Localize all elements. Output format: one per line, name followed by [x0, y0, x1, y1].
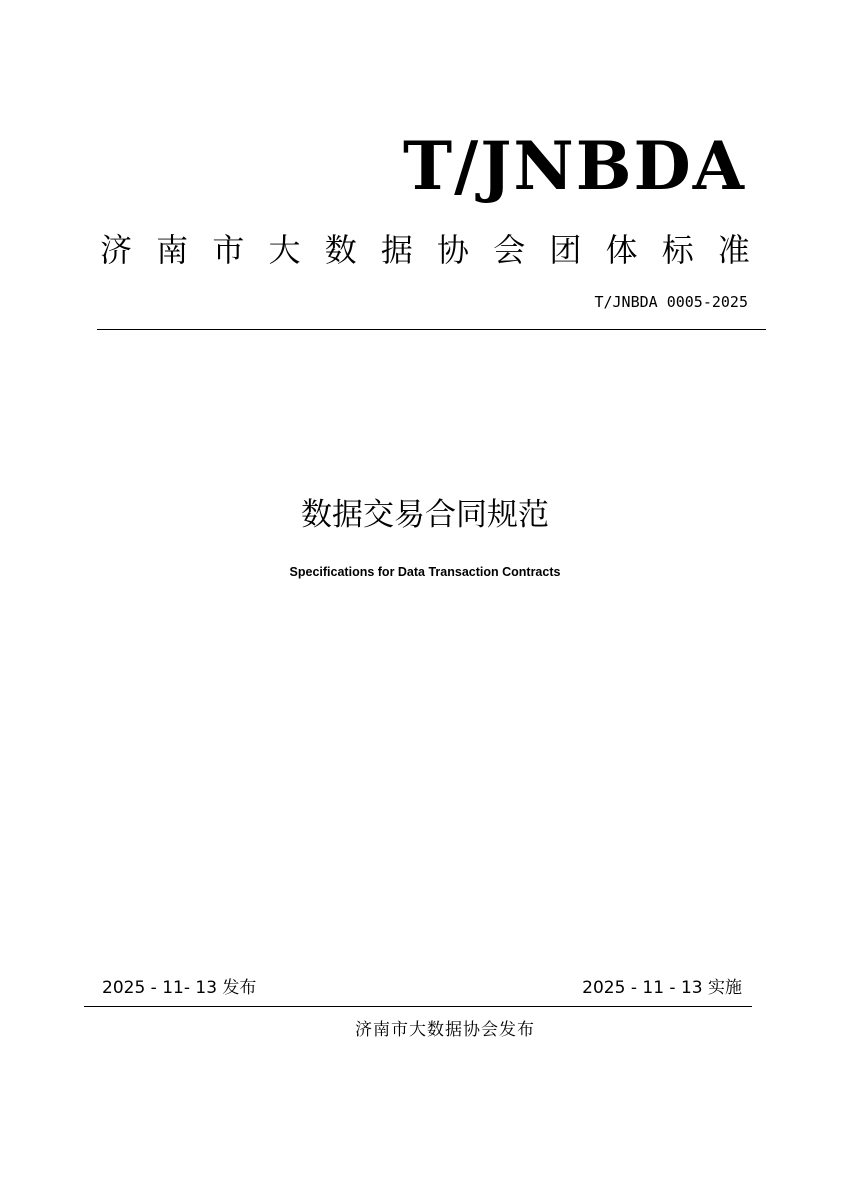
- publisher: 济南市大数据协会发布: [355, 1020, 535, 1040]
- org-standard-char: 南: [156, 231, 189, 269]
- org-standard-char: 据: [380, 231, 413, 269]
- org-standard-char: 标: [661, 231, 694, 269]
- standard-number: T/JNBDA 0005-2025: [594, 293, 748, 311]
- org-standard-char: 协: [437, 231, 470, 269]
- implementation-date: 2025 - 11 - 13 实施: [582, 978, 742, 998]
- top-divider: [97, 329, 766, 330]
- document-title-english: Specifications for Data Transaction Contracts: [289, 565, 561, 579]
- org-standard-char: 会: [493, 231, 526, 269]
- org-standard-char: 大: [268, 231, 301, 269]
- org-standard-char: 市: [212, 231, 245, 269]
- org-standard-char: 准: [717, 231, 750, 269]
- org-standard-char: 体: [605, 231, 638, 269]
- org-standard-char: 济: [100, 231, 133, 269]
- document-title-chinese: 数据交易合同规范: [301, 497, 549, 533]
- org-standard-char: 团: [549, 231, 582, 269]
- issue-date: 2025 - 11- 13 发布: [102, 978, 257, 998]
- standard-code-logo: T/JNBDA: [402, 127, 746, 205]
- bottom-divider: [84, 1006, 752, 1007]
- org-standard-char: 数: [324, 231, 357, 269]
- org-standard-heading: [100, 228, 750, 272]
